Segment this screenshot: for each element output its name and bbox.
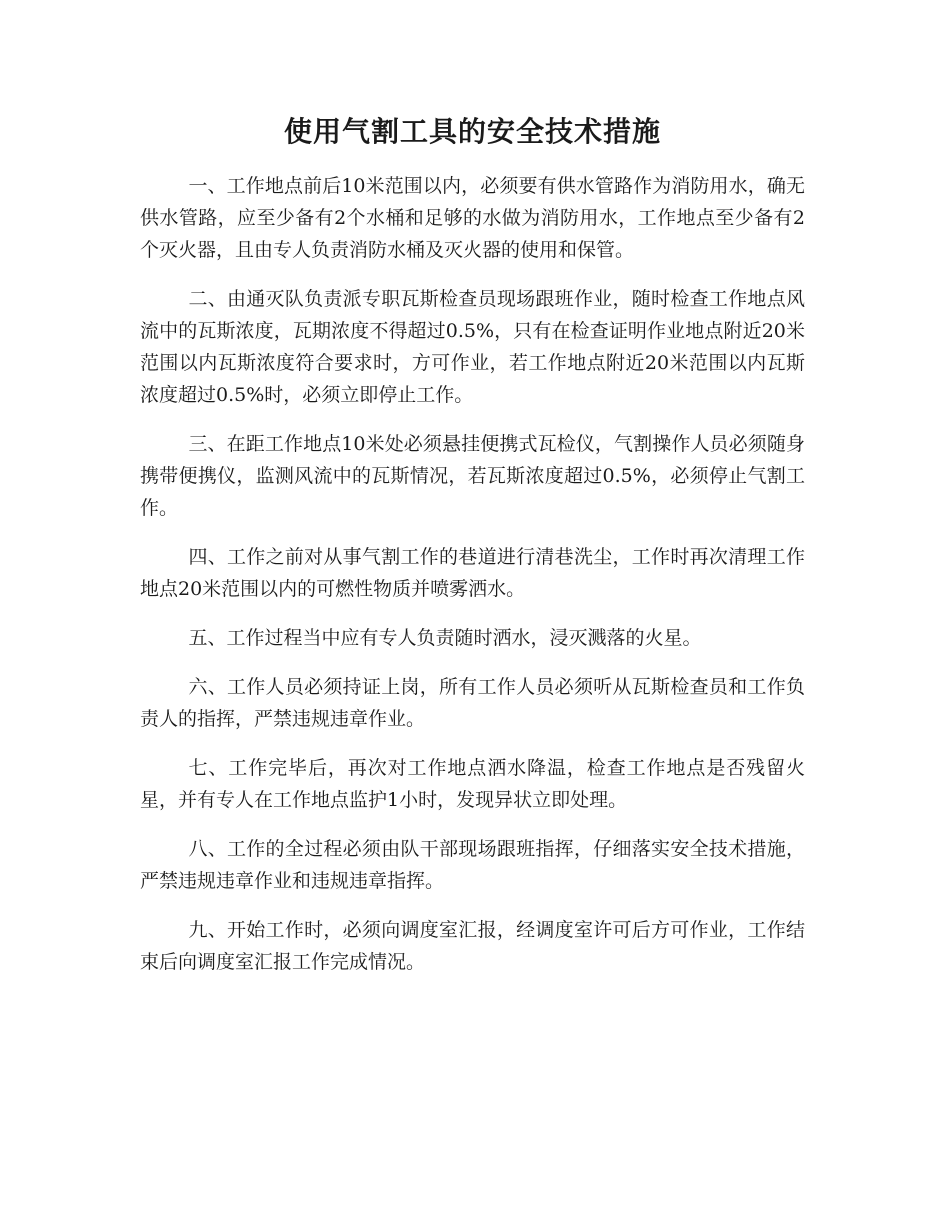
paragraph-9: 九、开始工作时，必须向调度室汇报，经调度室许可后方可作业，工作结束后向调度室汇报工作完成情况。 bbox=[140, 919, 805, 973]
paragraph-1: 一、工作地点前后10米范围以内，必须要有供水管路作为消防用水，确无供水管路，应至少备有2个水桶和足够的水做为消防用水，工作地点至少备有2个灭火器，且由专人负责消防水桶及灭火器的使用和保管。 bbox=[140, 175, 805, 261]
paragraph-4: 四、工作之前对从事气割工作的巷道进行清巷洗尘，工作时再次清理工作地点20米范围以内的可燃性物质并喷雾洒水。 bbox=[140, 546, 805, 600]
paragraph-7: 七、工作完毕后，再次对工作地点洒水降温，检查工作地点是否残留火星，并有专人在工作地点监护1小时，发现异状立即处理。 bbox=[140, 757, 805, 811]
document-page bbox=[140, 108, 805, 995]
paragraph-5: 五、工作过程当中应有专人负责随时洒水，浸灭溅落的火星。 bbox=[188, 627, 702, 649]
document-title: 使用气割工具的安全技术措施 bbox=[283, 115, 661, 148]
paragraph-3: 三、在距工作地点10米处必须悬挂便携式瓦检仪，气割操作人员必须随身携带便携仪，监测风流中的瓦斯情况，若瓦斯浓度超过0.5%，必须停止气割工作。 bbox=[140, 433, 805, 519]
paragraph-2: 二、由通灭队负责派专职瓦斯检查员现场跟班作业，随时检查工作地点风流中的瓦斯浓度，瓦期浓度不得超过0.5%，只有在检查证明作业地点附近20米范围以内瓦斯浓度符合要求时，方可作业，若工作地点附近20米范围以内瓦斯浓度超过0.5%时，必须立即停止工作。 bbox=[140, 288, 805, 406]
paragraph-6: 六、工作人员必须持证上岗，所有工作人员必须听从瓦斯检查员和工作负责人的指挥，严禁违规违章作业。 bbox=[140, 676, 805, 730]
paragraph-8: 八、工作的全过程必须由队干部现场跟班指挥，仔细落实安全技术措施，严禁违规违章作业和违规违章指挥。 bbox=[140, 838, 805, 892]
